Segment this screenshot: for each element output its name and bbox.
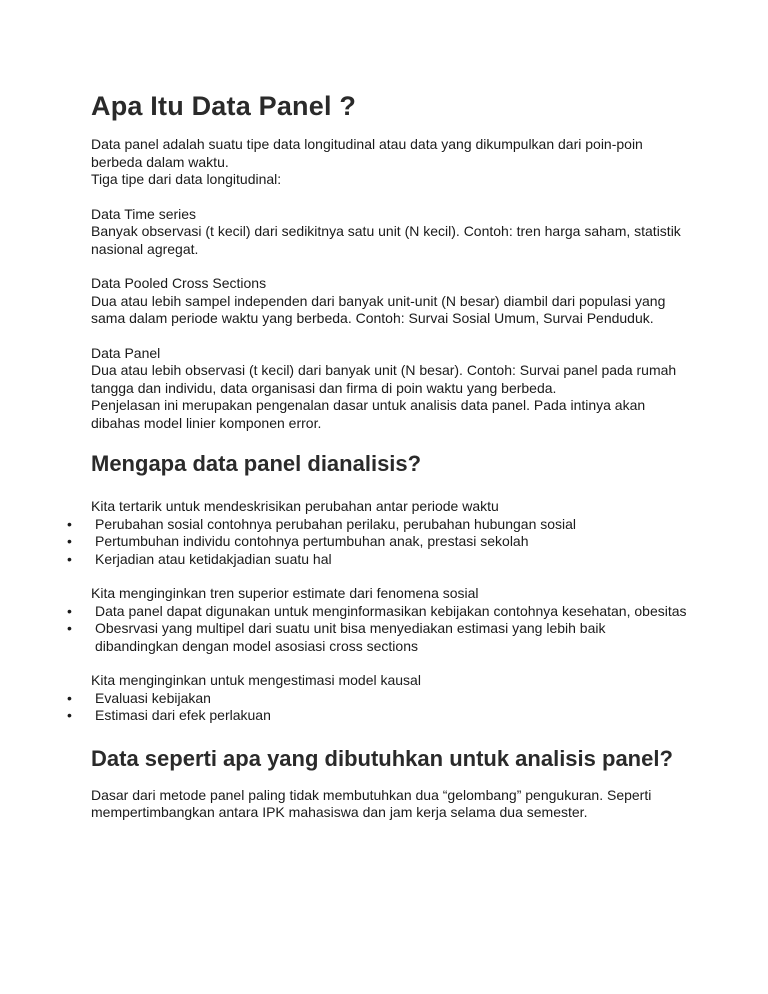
bullet-icon: • [67,620,72,636]
type-heading-pooled-cross-sections: Data Pooled Cross Sections [91,275,267,291]
list-item: • Perubahan sosial contohnya perubahan perilaku, perubahan hubungan sosial [67,515,577,532]
bullet-icon: • [67,707,72,723]
list-item: • Data panel dapat digunakan untuk menginformasikan kebijakan contohnya kesehatan, obesitas [67,602,687,619]
type-heading-time-series: Data Time series [91,205,197,222]
section-heading-data-needed: Data seperti apa yang dibutuhkan untuk analisis panel? [91,745,673,771]
bullet-icon: • [67,689,72,706]
group-lead-3: Kita menginginkan untuk mengestimasi model kausal [91,672,421,688]
intro-paragraph: Data panel adalah suatu tipe data longitudinal atau data yang dikumpulkan dari poin-poin berbeda dalam waktu. [91,136,643,170]
document-body [67,90,691,822]
bullet-icon: • [67,602,72,619]
group-lead-2: Kita menginginkan tren superior estimate dari fenomena sosial [91,585,479,601]
closing-paragraph: Dasar dari metode panel paling tidak membutuhkan dua “gelombang” pengukuran. Seperti mempertimbangkan antara IPK mahasiswa dan jam kerja selama dua semester. [91,786,652,820]
explanation-paragraph: Penjelasan ini merupakan pengenalan dasar untuk analisis data panel. Pada intinya akan dibahas model linier komponen error. [91,397,646,431]
bullet-icon: • [67,515,72,532]
bullet-list-1 [67,515,691,569]
bullet-icon: • [67,533,72,549]
bullet-list-3 [67,689,691,725]
page-title: Apa Itu Data Panel ? [91,91,357,121]
list-item: • Estimasi dari efek perlakuan [67,707,271,723]
type-desc-time-series: Banyak observasi (t kecil) dari sedikitnya satu unit (N kecil). Contoh: tren harga saham, statistik nasional agregat. [91,223,681,257]
type-heading-data-panel: Data Panel [91,344,161,361]
list-item: • Kerjadian atau ketidakjadian suatu hal [67,550,332,567]
type-desc-pooled-cross-sections: Dua atau lebih sampel independen dari banyak unit-unit (N besar) diambil dari populasi yang sama dalam periode waktu yang berbeda. Contoh: Survai Sosial Umum, Survai Penduduk. [91,292,666,326]
group-lead-1: Kita tertarik untuk mendeskrisikan perubahan antar periode waktu [91,498,499,514]
bullet-list-2 [67,602,691,656]
list-item: • Obesrvasi yang multipel dari suatu unit bisa menyediakan estimasi yang lebih baik dibandingkan dengan model asosiasi cross sections [67,620,606,654]
bullet-icon: • [67,550,72,567]
list-item: • Pertumbuhan individu contohnya pertumbuhan anak, prestasi sekolah [67,533,529,549]
list-item: • Evaluasi kebijakan [67,689,211,706]
intro-types-line: Tiga tipe dari data longitudinal: [91,171,282,187]
section-heading-why: Mengapa data panel dianalisis? [91,451,422,476]
type-desc-data-panel: Dua atau lebih observasi (t kecil) dari banyak unit (N besar). Contoh: Survai panel pada rumah tangga dan individu, data organisasi dan firma di poin waktu yang berbeda. [91,362,677,396]
